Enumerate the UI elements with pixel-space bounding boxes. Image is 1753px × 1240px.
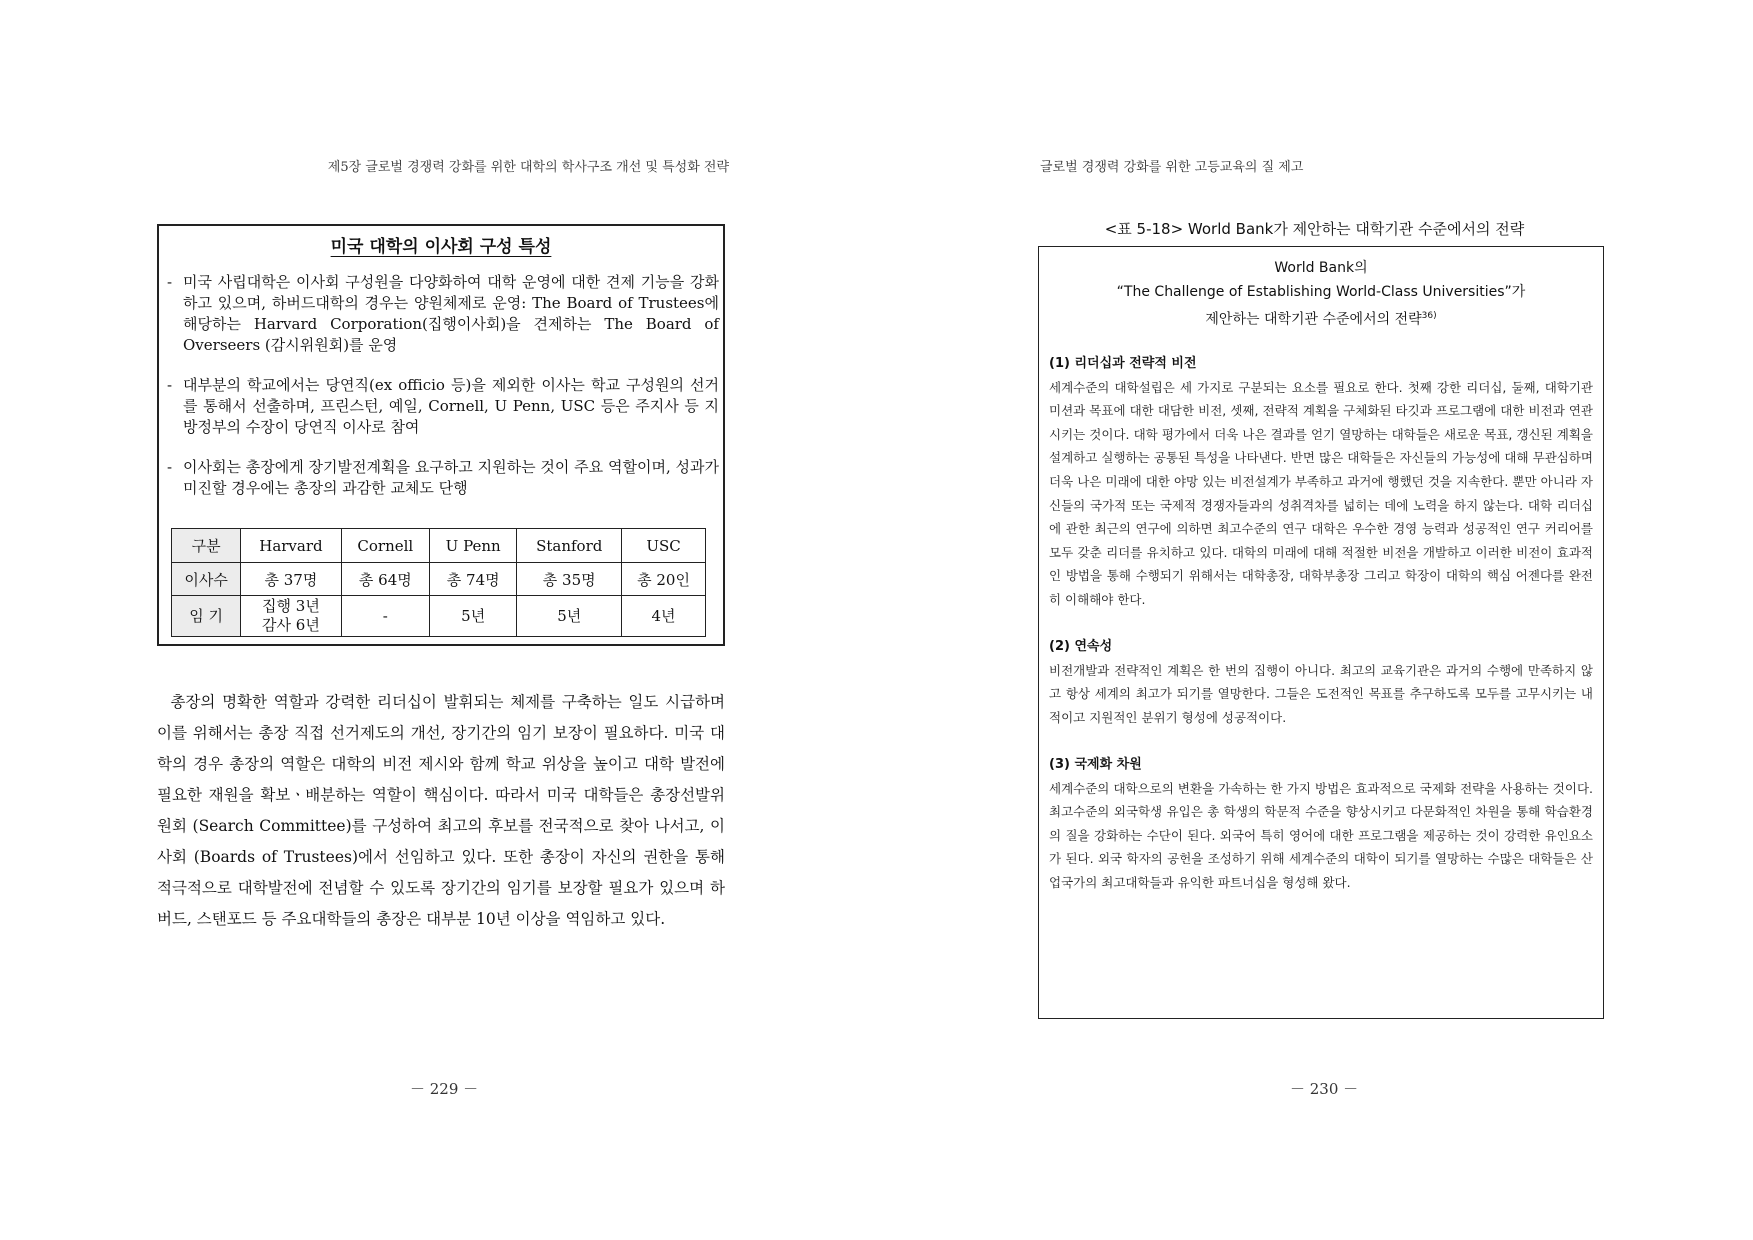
box-title: [1039, 256, 1603, 332]
body-paragraph-text: 총장의 명확한 역할과 강력한 리더십이 발휘되는 체제를 구축하는 일도 시급하며 이를 위해서는 총장 직접 선거제도의 개선, 장기간의 임기 보장이 필요하다. 미국 대학의 경우 총장의 역할은 대학의 비전 제시와 함께 학교 위상을 높이고 대학 발전에 필요한 재원을 확보ㆍ배분하는 역할이 핵심이다. 따라서 미국 대학들은 총장선발위원회 (Search Committee)를 구성하여 최고의 후보를 전국적으로 찾아 나서고, 이사회 (Boards of Trustees)에서 선임하고 있다. 또한 총장이 자신의 권한을 통해 적극적으로 대학발전에 전념할 수 있도록 장기간의 임기를 보장할 필요가 있으며 하버드, 스탠포드 등 주요대학들의 총장은 대부분 10년 이상을 역임하고 있다.: [157, 693, 725, 928]
table-row: [172, 563, 706, 596]
table-row: [172, 596, 706, 637]
board-characteristics-box: [157, 224, 725, 646]
strategy-section: [1049, 635, 1593, 729]
table-cell: 임 기: [172, 596, 241, 637]
box-title-line: “The Challenge of Establishing World-Class Universities”가: [1116, 284, 1526, 300]
table-header-row: [172, 529, 706, 563]
table-header-cell: U Penn: [430, 529, 517, 563]
bullet-dash: -: [167, 273, 173, 291]
section-heading: (1) 리더십과 전략적 비전: [1049, 356, 1197, 371]
table-header-cell: Harvard: [241, 529, 341, 563]
table-cell: 4년: [622, 596, 706, 637]
bullet-text: 이사회는 총장에게 장기발전계획을 요구하고 지원하는 것이 주요 역할이며, 성과가 미진할 경우에는 총장의 과감한 교체도 단행: [183, 458, 719, 497]
bullet-item: [167, 272, 719, 356]
table-cell: -: [341, 596, 429, 637]
strategy-sections: [1049, 352, 1593, 918]
table-cell: 5년: [517, 596, 622, 637]
left-page: [0, 0, 876, 1240]
running-head: 제5장 글로벌 경쟁력 강화를 위한 대학의 학사구조 개선 및 특성화 전략: [327, 160, 729, 175]
board-comparison-table: [171, 528, 706, 637]
table-cell: 총 74명: [430, 563, 517, 596]
strategy-section: [1049, 352, 1593, 612]
table-cell: 총 20인: [622, 563, 706, 596]
table-caption: <표 5-18> World Bank가 제안하는 대학기관 수준에서의 전략: [1104, 220, 1525, 238]
table-cell: 총 35명: [517, 563, 622, 596]
section-heading: (3) 국제화 차원: [1049, 757, 1142, 773]
body-paragraph: [157, 687, 725, 935]
box-title-line: World Bank의: [1274, 260, 1368, 276]
section-heading: (2) 연속성: [1049, 639, 1113, 655]
section-body: 세계수준의 대학으로의 변환을 가속하는 한 가지 방법은 효과적으로 국제화 전략을 사용하는 것이다. 최고수준의 외국학생 유입은 총 학생의 학문적 수준을 향상시키고 다문화적인 차원을 통해 학습환경의 질을 강화하는 수단이 된다. 외국어 특히 영어에 대한 프로그램을 제공하는 것이 강력한 유인요소가 된다. 외국 학자의 공헌을 조성하기 위해 세계수준의 대학이 되기를 열망하는 수많은 대학들은 산업국가의 최고대학들과 유익한 파트너십을 형성해 왔다.: [1049, 780, 1593, 891]
box-title-text: 제안하는 대학기관 수준에서의 전략: [1205, 311, 1422, 328]
table-cell: 이사수: [172, 563, 241, 596]
table-header-cell: USC: [622, 529, 706, 563]
bullet-text: 미국 사립대학은 이사회 구성원을 다양화하여 대학 운영에 대한 견제 기능을 강화하고 있으며, 하버드대학의 경우는 양원체제로 운영: The Board of Trustees에 해당하는 Harvard Corporation(집행이사회)을 견제하는 The Board of Overseers (감시위원회)를 운영: [183, 273, 719, 354]
bullet-text: 대부분의 학교에서는 당연직(ex officio 등)을 제외한 이사는 학교 구성원의 선거를 통해서 선출하며, 프린스턴, 예일, Cornell, U Penn, USC 등은 주지사 등 지방정부의 수장이 당연직 이사로 참여: [183, 376, 719, 436]
table-cell: 총 37명: [241, 563, 341, 596]
section-body: 비전개발과 전략적인 계획은 한 번의 집행이 아니다. 최고의 교육기관은 과거의 수행에 만족하지 않고 항상 세계의 최고가 되기를 열망한다. 그들은 도전적인 목표를 추구하도록 모두를 고무시키는 내적이고 지원적인 분위기 형성에 성공적이다.: [1049, 662, 1593, 725]
term-line: 집행 3년: [262, 597, 320, 615]
table-header-cell: Cornell: [341, 529, 429, 563]
bullet-item: [167, 375, 719, 438]
term-line: 감사 6년: [262, 616, 320, 634]
bullet-dash: -: [167, 376, 173, 394]
right-page: [876, 0, 1753, 1240]
bullet-list: [167, 272, 719, 518]
table-cell: 5년: [430, 596, 517, 637]
world-bank-strategy-box: [1038, 246, 1604, 1019]
table-cell: 총 64명: [341, 563, 429, 596]
strategy-section: [1049, 753, 1593, 895]
running-head: 글로벌 경쟁력 강화를 위한 고등교육의 질 제고: [1040, 160, 1304, 175]
bullet-dash: -: [167, 458, 173, 476]
table-header-cell: 구분: [172, 529, 241, 563]
page-number: － 229 －: [410, 1080, 479, 1098]
page-number: － 230 －: [1290, 1080, 1359, 1098]
section-body: 세계수준의 대학설립은 세 가지로 구분되는 요소를 필요로 한다. 첫째 강한 리더십, 둘째, 대학기관 미션과 목표에 대한 대담한 비전, 셋째, 전략적 계획을 구체화된 타깃과 프로그램에 대한 비전과 연관시키는 것이다. 대학 평가에서 더욱 나은 결과를 얻기 열망하는 대학들은 새로운 목표, 갱신된 계획을 설계하고 실행하는 공통된 특성을 나타낸다. 반면 많은 대학들은 자신들의 가능성에 대해 무관심하며 더욱 나은 미래에 대한 야망 있는 비전설계가 부족하고 과거에 행했던 것을 지속한다. 뿐만 아니라 자신들의 국가적 또는 국제적 경쟁자들과의 성취격차를 넓히는 데에 노력을 하지 않는다. 대학 리더십에 관한 최근의 연구에 의하면 최고수준의 연구 대학은 우수한 경영 능력과 성공적인 연구 커리어를 모두 갖춘 리더를 유치하고 있다. 대학의 미래에 대해 적절한 비전을 개발하고 이러한 비전이 효과적인 방법을 통해 수행되기 위해서는 대학총장, 대학부총장 그리고 학장이 대학의 핵심 어젠다를 완전히 이해해야 한다.: [1049, 379, 1593, 607]
footnote-marker: 36): [1421, 311, 1437, 321]
table-header-cell: Stanford: [517, 529, 622, 563]
box-title-line: [1039, 304, 1603, 332]
bullet-item: [167, 457, 719, 499]
box-title: 미국 대학의 이사회 구성 특성: [330, 237, 552, 257]
table-cell: [241, 596, 341, 637]
